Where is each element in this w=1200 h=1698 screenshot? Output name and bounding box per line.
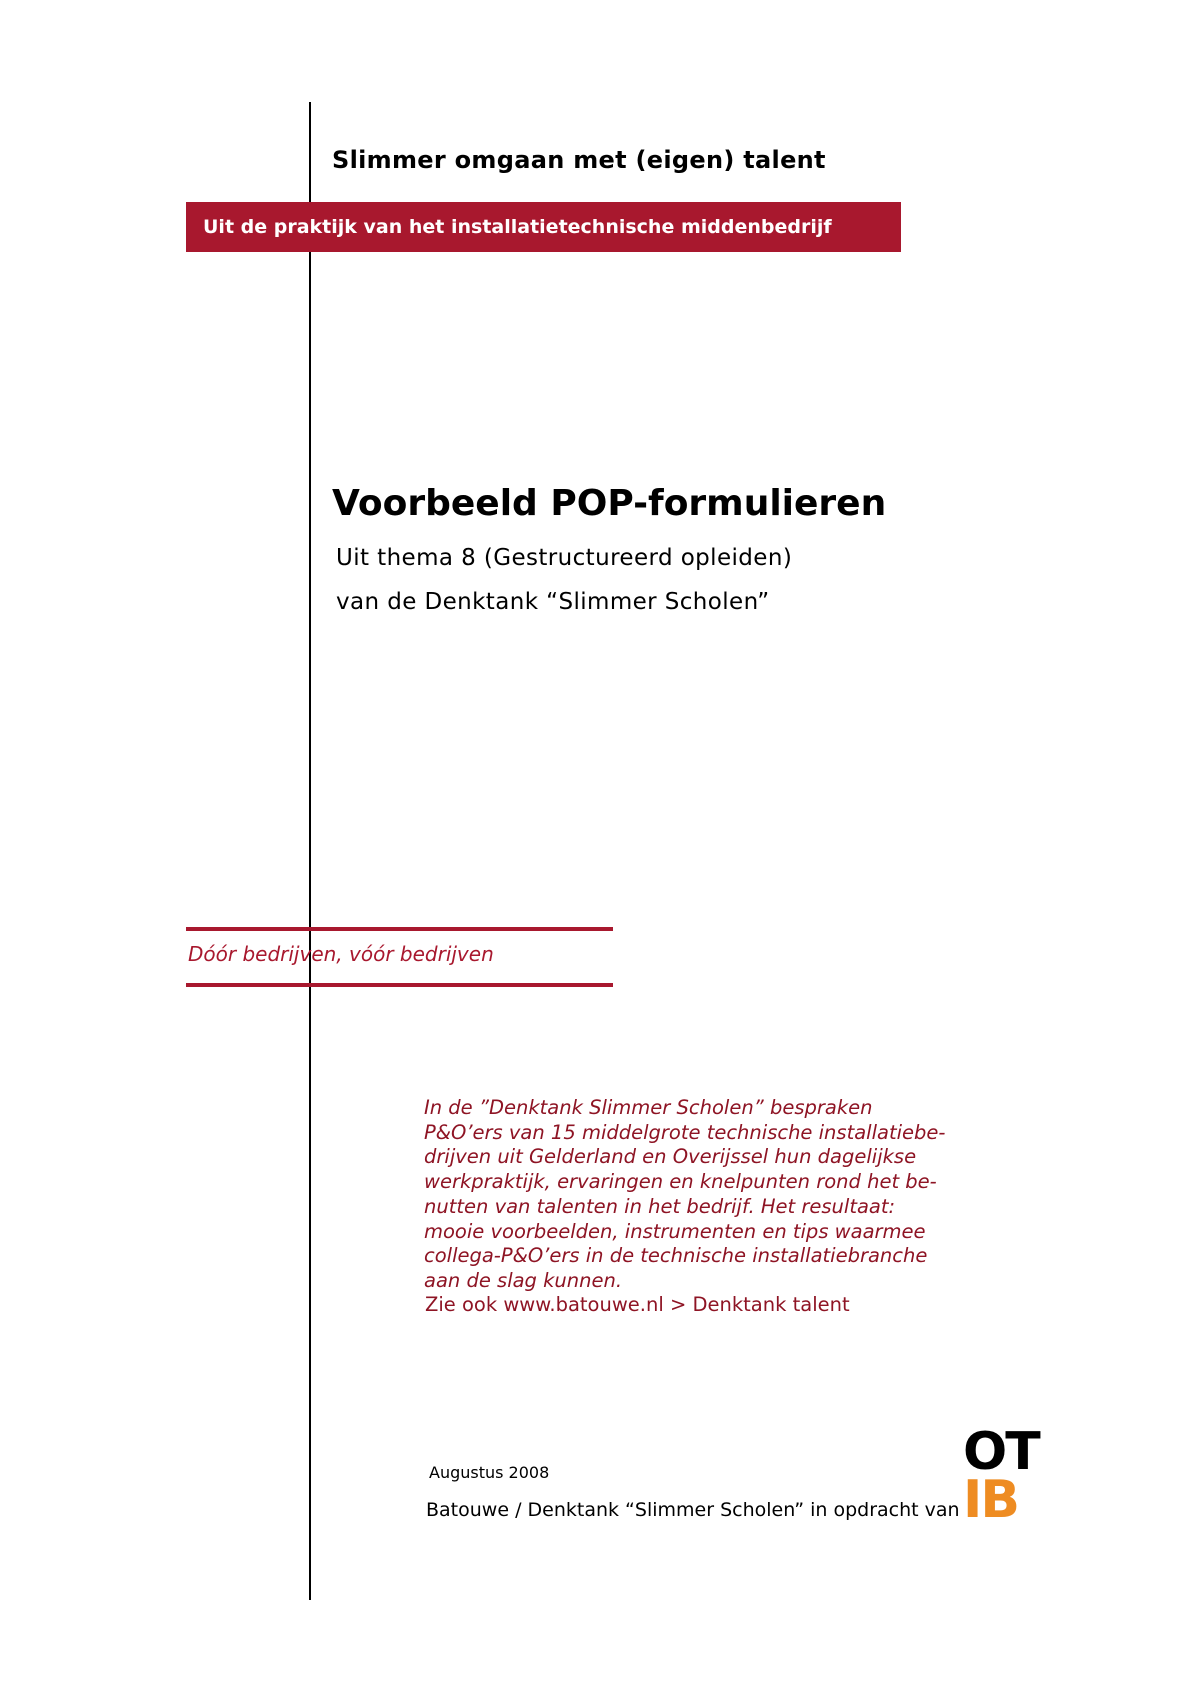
see-also-link[interactable]: Zie ook www.batouwe.nl > Denktank talent	[425, 1293, 850, 1316]
intro-line: nutten van talenten in het bedrijf. Het resultaat:	[424, 1194, 896, 1218]
tagline: Dóór bedrijven, vóór bedrijven	[188, 942, 494, 966]
logo-bottom-text: IB	[963, 1470, 1018, 1530]
tagline-rule-top	[186, 927, 613, 931]
tagline-rule-bottom	[186, 983, 613, 987]
subtitle-denktank: van de Denktank “Slimmer Scholen”	[336, 589, 770, 615]
subtitle-theme: Uit thema 8 (Gestructureerd opleiden)	[336, 545, 793, 571]
header-title: Slimmer omgaan met (eigen) talent	[332, 146, 826, 174]
intro-line: P&O’ers van 15 middelgrote technische installatiebe-	[424, 1120, 946, 1144]
intro-line: collega-P&O’ers in de technische installatiebranche	[424, 1244, 928, 1268]
intro-paragraph	[424, 1096, 984, 1294]
intro-line: drijven uit Gelderland en Overijssel hun dagelijkse	[424, 1145, 917, 1169]
otib-logo	[963, 1422, 1053, 1530]
intro-line: mooie voorbeelden, instrumenten en tips waarmee	[424, 1219, 926, 1243]
publication-date: Augustus 2008	[429, 1463, 550, 1482]
credit-line: Batouwe / Denktank “Slimmer Scholen” in opdracht van	[426, 1499, 960, 1521]
vertical-divider-line	[309, 102, 311, 1600]
intro-line: In de ”Denktank Slimmer Scholen” bespraken	[424, 1096, 873, 1119]
page-title: Voorbeeld POP-formulieren	[332, 483, 887, 524]
intro-line: aan de slag kunnen.	[424, 1268, 623, 1292]
header-banner: Uit de praktijk van het installatietechnische middenbedrijf	[186, 202, 901, 252]
logo-top-text: OT	[963, 1422, 1039, 1482]
intro-line: werkpraktijk, ervaringen en knelpunten rond het be-	[424, 1170, 937, 1194]
